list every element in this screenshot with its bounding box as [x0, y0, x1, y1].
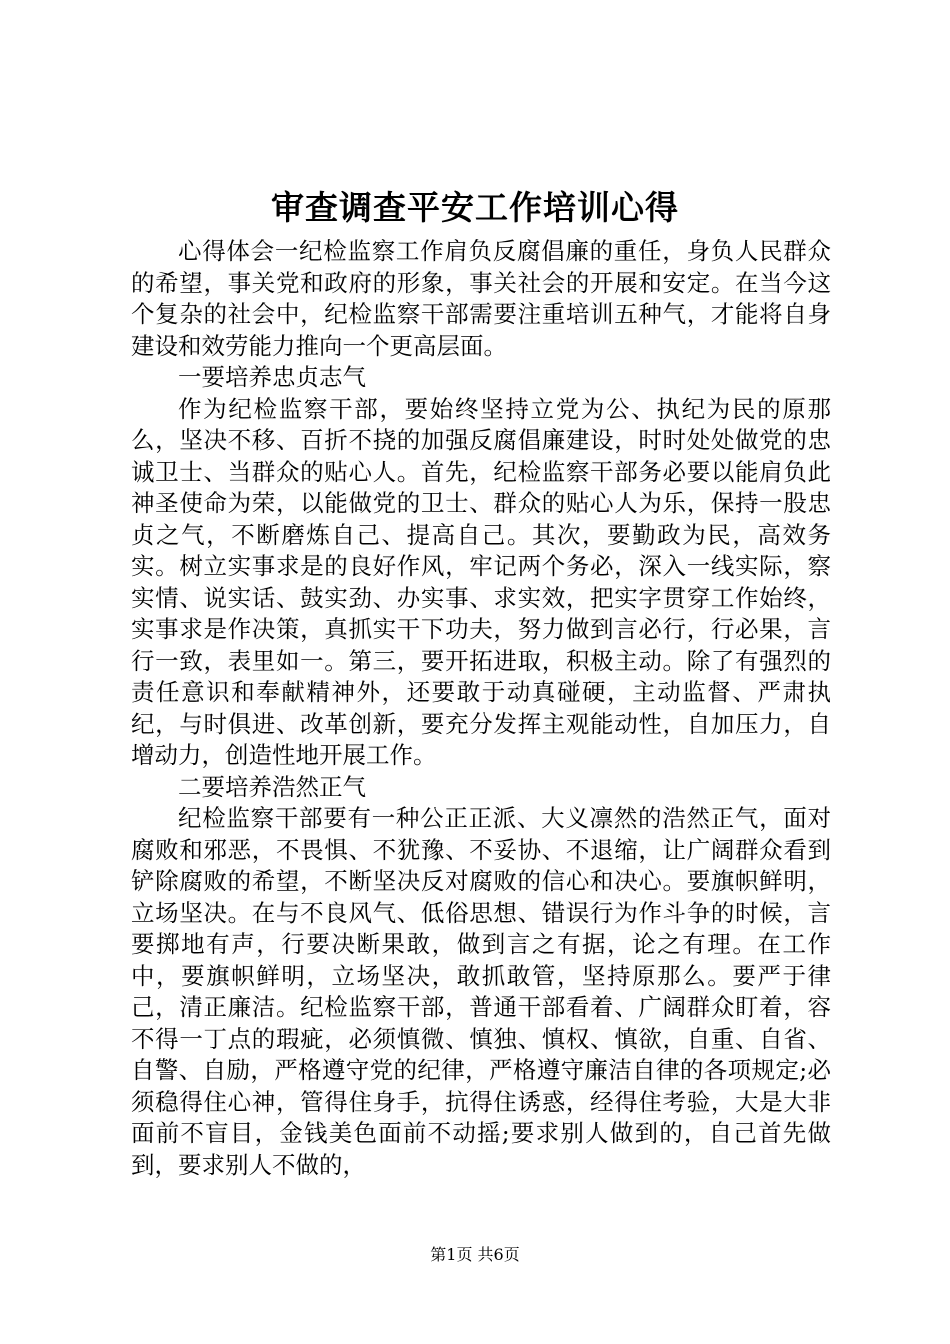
- paragraph-intro: 心得体会一纪检监察工作肩负反腐倡廉的重任，身负人民群众的希望，事关党和政府的形象，事关社会的开展和安定。在当今这个复杂的社会中，纪检监察干部需要注重培训五种气，才能将自身建设和效劳能力推向一个更高层面。: [131, 237, 831, 360]
- paragraph-section-2: 纪检监察干部要有一种公正正派、大义凛然的浩然正气，面对腐败和邪恶，不畏惧、不犹豫、不妥协、不退缩，让广阔群众看到铲除腐败的希望，不断坚决反对腐败的信心和决心。要旗帜鲜明，立场坚决。在与不良风气、低俗思想、错误行为作斗争的时候，言要掷地有声，行要决断果敢，做到言之有据，论之有理。在工作中，要旗帜鲜明，立场坚决，敢抓敢管，坚持原那么。要严于律己，清正廉洁。纪检监察干部，普通干部看着、广阔群众盯着，容不得一丁点的瑕疵，必须慎微、慎独、慎权、慎欲，自重、自省、自警、自励，严格遵守党的纪律，严格遵守廉洁自律的各项规定;必须稳得住心神，管得住身手，抗得住诱惑，经得住考验，大是大非面前不盲目，金钱美色面前不动摇;要求别人做到的，自己首先做到，要求别人不做的，: [131, 804, 831, 1179]
- document-title: 审查调查平安工作培训心得: [271, 188, 679, 227]
- section-heading-2: 二要培养浩然正气: [178, 772, 366, 801]
- paragraph-section-1: 作为纪检监察干部，要始终坚持立党为公、执纪为民的原那么，坚决不移、百折不挠的加强反腐倡廉建设，时时处处做党的忠诚卫士、当群众的贴心人。首先，纪检监察干部务必要以能肩负此神圣使命为荣，以能做党的卫士、群众的贴心人为乐，保持一股忠贞之气，不断磨炼自己、提高自己。其次，要勤政为民，高效务实。树立实事求是的良好作风，牢记两个务必，深入一线实际，察实情、说实话、鼓实劲、办实事、求实效，把实字贯穿工作始终，实事求是作决策，真抓实干下功夫，努力做到言必行，行必果，言行一致，表里如一。第三，要开拓进取，积极主动。除了有强烈的责任意识和奉献精神外，还要敢于动真碰硬，主动监督、严肃执纪，与时俱进、改革创新，要充分发挥主观能动性，自加压力，自增动力，创造性地开展工作。: [131, 394, 831, 769]
- section-heading-1: 一要培养忠贞志气: [178, 363, 366, 391]
- page-footer: 第1页 共6页: [430, 1245, 520, 1264]
- document-body: [131, 236, 831, 1181]
